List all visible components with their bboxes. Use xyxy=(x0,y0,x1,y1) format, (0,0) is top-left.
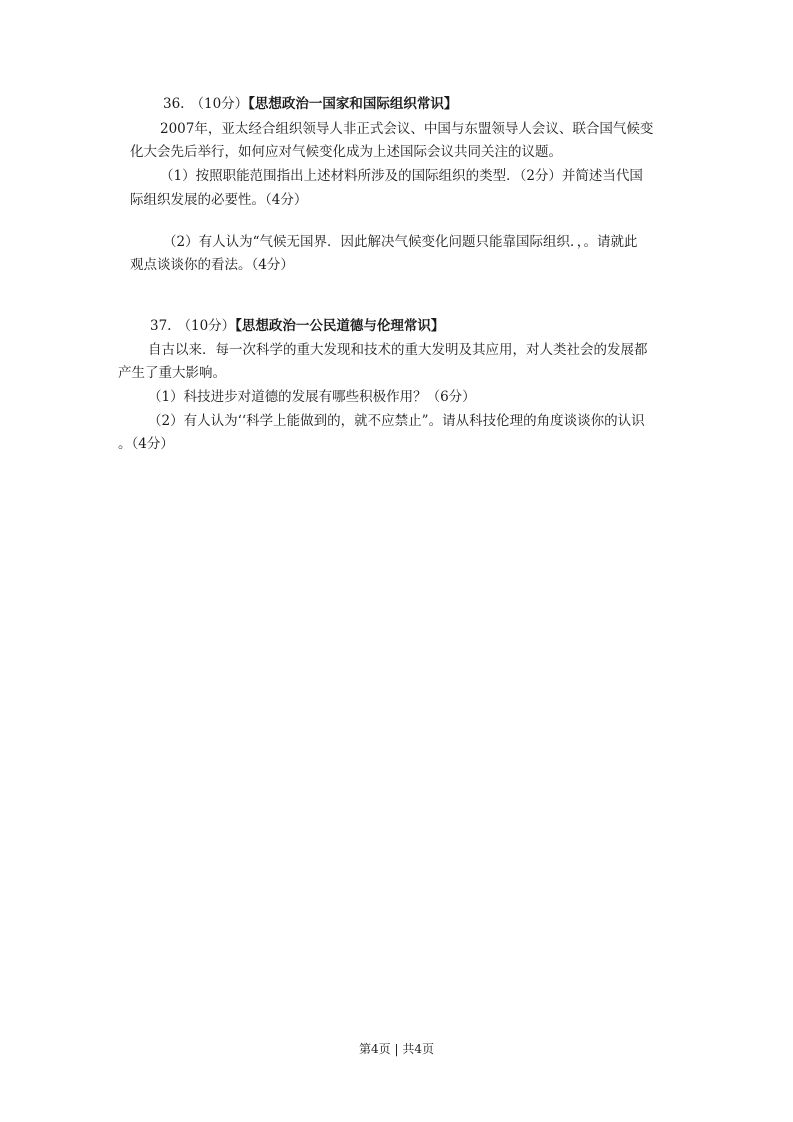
question-37-sub2-line-2: 。（4分） xyxy=(118,436,174,452)
question-37-sub1-line-1: （1）科技进步对道德的发展有哪些积极作用？（6分） xyxy=(148,389,476,405)
question-points: （10分） xyxy=(177,318,236,334)
page-footer: 第4页 | 共4页 xyxy=(359,1042,434,1056)
question-36-sub1-line-1: （1）按照职能范围指出上述材料所涉及的国际组织的类型．（2分）并简述当代国 xyxy=(160,168,643,184)
question-37-material-line-1: 自古以来．每一次科学的重大发现和技术的重大发明及其应用，对人类社会的发展都 xyxy=(148,342,648,358)
question-topic-tag: 【思想政治一国家和国际组织常识】 xyxy=(248,96,458,112)
question-36-material-line-1: 2007年，亚太经合组织领导人非正式会议、中国与东盟领导人会议、联合国气候变 xyxy=(160,121,654,137)
question-37-material-line-2: 产生了重大影响。 xyxy=(118,365,226,381)
question-36-header xyxy=(163,95,457,113)
question-36-sub2-line-1: （2）有人认为“气候无国界．因此解决气候变化问题只能靠国际组织．，。请就此 xyxy=(163,234,638,250)
question-36-sub2-line-2: 观点谈谈你的看法。（4分） xyxy=(130,257,294,273)
question-number: 36. xyxy=(163,96,185,112)
question-points: （10分） xyxy=(190,96,249,112)
question-36-sub1-line-2: 际组织发展的必要性。（4分） xyxy=(130,192,308,208)
question-36-material-line-2: 化大会先后举行，如何应对气候变化成为上述国际会议共同关注的议题。 xyxy=(130,144,562,160)
question-topic-tag: 【思想政治一公民道德与伦理常识】 xyxy=(235,318,445,334)
question-37-header xyxy=(150,317,444,335)
question-37-sub2-line-1: （2）有人认为‘‘科学上能做到的，就不应禁止”。请从科技伦理的角度谈谈你的认识 xyxy=(148,413,645,429)
question-number: 37. xyxy=(150,318,172,334)
